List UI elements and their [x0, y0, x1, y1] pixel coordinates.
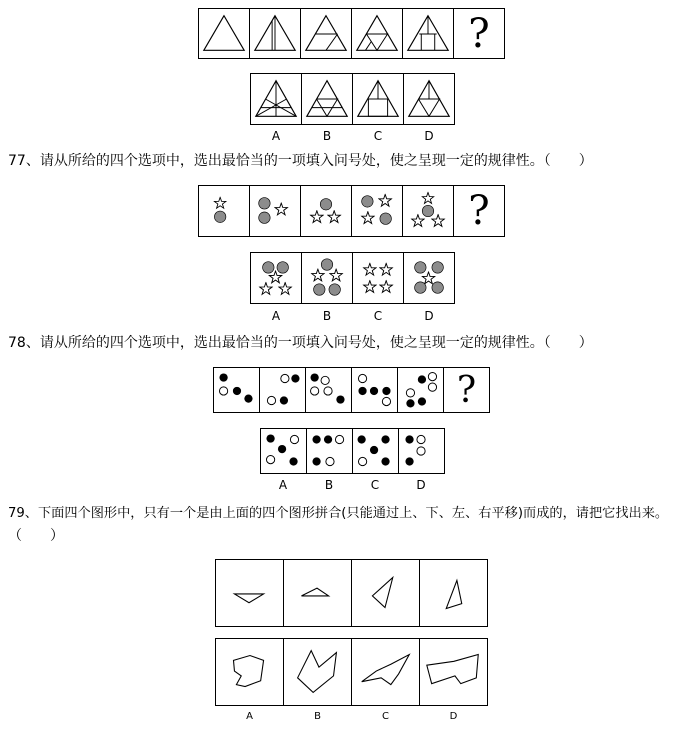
option-a-figure[interactable] [260, 428, 307, 474]
option-c-figure[interactable] [351, 638, 420, 706]
seq-cell-3 [305, 367, 352, 413]
seq-cell-question [453, 8, 505, 59]
option-b-label: B [322, 129, 332, 143]
seq-cell-2 [249, 185, 301, 237]
seq-cell-2 [259, 367, 306, 413]
seq-cell-4 [351, 367, 398, 413]
option-a-label: A [246, 711, 253, 722]
q77-options [250, 252, 455, 304]
question-mark: ? [468, 10, 490, 57]
option-c-figure[interactable] [352, 252, 404, 304]
option-a-figure[interactable] [215, 638, 284, 706]
piece-3 [351, 559, 420, 627]
piece-2 [283, 559, 352, 627]
option-c-label: C [382, 711, 389, 722]
seq-cell-3 [300, 8, 352, 59]
seq-cell-1 [213, 367, 260, 413]
option-b-label: B [314, 711, 321, 722]
seq-cell-3 [300, 185, 352, 237]
seq-cell-5 [402, 8, 454, 59]
option-a-label: A [271, 309, 281, 323]
option-b-label: B [324, 478, 334, 492]
option-c-figure[interactable] [352, 428, 399, 474]
option-a-figure[interactable] [250, 252, 302, 304]
question-79-text: 79、下面四个图形中，只有一个是由上面的四个图形拼合(只能通过上、下、左、右平移)而成的，请把它找出来。 [8, 506, 669, 521]
option-d-label: D [449, 711, 458, 722]
seq-cell-1 [198, 185, 250, 237]
q78-sequence [213, 367, 490, 413]
q79-pieces [215, 559, 488, 627]
option-d-figure[interactable] [398, 428, 445, 474]
seq-cell-4 [351, 185, 403, 237]
option-c-label: C [373, 309, 383, 323]
seq-cell-question [443, 367, 490, 413]
option-d-figure[interactable] [403, 252, 455, 304]
option-d-figure[interactable] [419, 638, 488, 706]
question-77-text: 77、请从所给的四个选项中，选出最恰当的一项填入问号处，使之呈现一定的规律性。（ ） [8, 153, 593, 169]
piece-4 [419, 559, 488, 627]
piece-1 [215, 559, 284, 627]
question-79-answer-paren: （ ） [8, 528, 64, 544]
question-78-text: 78、请从所给的四个选项中，选出最恰当的一项填入问号处，使之呈现一定的规律性。（ ） [8, 335, 593, 351]
option-c-label: C [370, 478, 380, 492]
seq-cell-2 [249, 8, 301, 59]
option-b-label: B [322, 309, 332, 323]
seq-cell-1 [198, 8, 250, 59]
puzzle76-sequence [198, 8, 505, 59]
option-c-label: C [373, 129, 383, 143]
seq-cell-4 [351, 8, 403, 59]
option-b-figure[interactable] [283, 638, 352, 706]
option-a-figure[interactable] [250, 73, 302, 125]
q78-options [260, 428, 445, 474]
q77-sequence [198, 185, 505, 237]
seq-cell-5 [397, 367, 444, 413]
seq-cell-5 [402, 185, 454, 237]
option-c-figure[interactable] [352, 73, 404, 125]
question-mark: ? [468, 188, 490, 234]
option-b-figure[interactable] [306, 428, 353, 474]
option-d-label: D [424, 129, 434, 143]
option-b-figure[interactable] [301, 252, 353, 304]
option-a-label: A [278, 478, 288, 492]
seq-cell-question [453, 185, 505, 237]
q79-options [215, 638, 488, 706]
question-mark: ? [456, 369, 477, 411]
option-d-label: D [416, 478, 426, 492]
option-d-figure[interactable] [403, 73, 455, 125]
puzzle76-options [250, 73, 455, 125]
option-d-label: D [424, 309, 434, 323]
option-b-figure[interactable] [301, 73, 353, 125]
option-a-label: A [271, 129, 281, 143]
